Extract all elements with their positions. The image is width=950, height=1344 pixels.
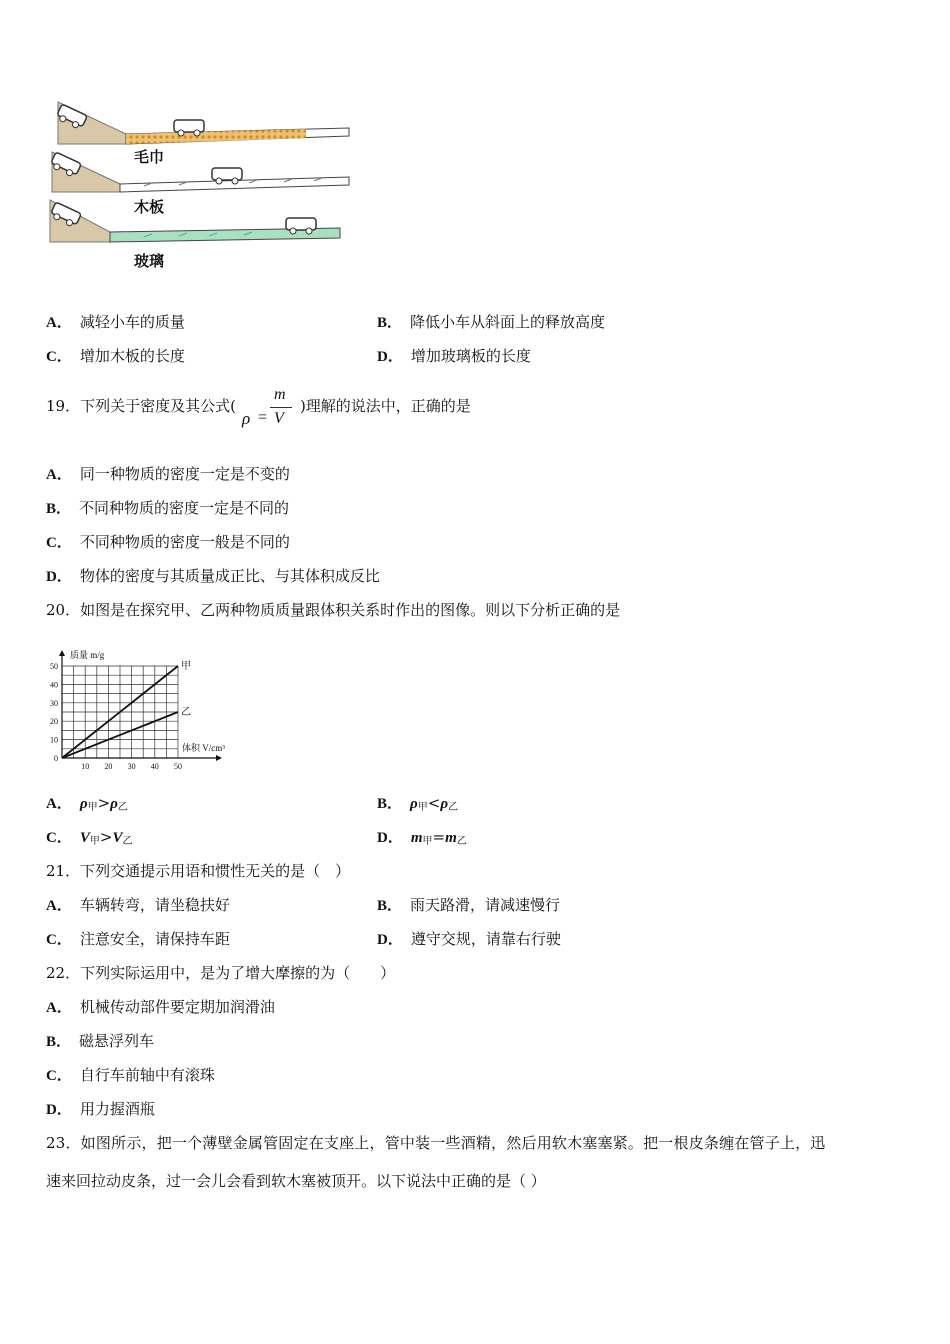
y-axis-arrow bbox=[59, 650, 65, 656]
q18-option-b[interactable]: B． 降低小车从斜面上的释放高度 bbox=[377, 313, 606, 331]
ramp-wood bbox=[49, 152, 349, 192]
x-tick-label: 30 bbox=[127, 762, 136, 771]
q21-option-a[interactable]: A． 车辆转弯，请坐稳扶好 bbox=[46, 896, 230, 914]
ramp-towel bbox=[55, 102, 349, 144]
q19-stem: 19．下列关于密度及其公式( ρ = m V )理解的说法中，正确的是 bbox=[46, 386, 471, 428]
series-label: 甲 bbox=[181, 661, 191, 672]
ramp-label-wood: 木板 bbox=[134, 198, 165, 216]
q19-option-a[interactable]: A． 同一种物质的密度一定是不变的 bbox=[46, 465, 290, 483]
q20-option-b[interactable]: B． $\rho_甲<\rho_乙$ bbox=[377, 794, 459, 813]
q22-option-b[interactable]: B． 磁悬浮列车 bbox=[46, 1032, 155, 1050]
q20-stem: 20．如图是在探究甲、乙两种物质质量跟体积关系时作出的图像。则以下分析正确的是 bbox=[46, 601, 621, 619]
x-tick-label: 20 bbox=[104, 762, 113, 771]
q23-stem-line2: 速来回拉动皮条，过一会儿会看到软木塞被顶开。以下说法中正确的是（ ） bbox=[46, 1172, 546, 1190]
q19-option-b[interactable]: B． 不同种物质的密度一定是不同的 bbox=[46, 499, 290, 517]
ramp-label-glass: 玻璃 bbox=[134, 252, 165, 270]
q22-option-a[interactable]: A． 机械传动部件要定期加润滑油 bbox=[46, 998, 275, 1016]
q22-option-d[interactable]: D． 用力握酒瓶 bbox=[46, 1100, 155, 1118]
ramp-figure bbox=[44, 92, 364, 272]
series-label: 乙 bbox=[181, 707, 191, 718]
q22-stem: 22．下列实际运用中，是为了增大摩擦的为（ ） bbox=[46, 964, 396, 982]
q21-option-d[interactable]: D． 遵守交规，请靠右行驶 bbox=[377, 930, 561, 948]
q18-option-d[interactable]: D． 增加玻璃板的长度 bbox=[377, 347, 531, 365]
q18-option-a[interactable]: A． 减轻小车的质量 bbox=[46, 313, 185, 331]
q20-option-a[interactable]: A． $\rho_甲>\rho_乙$ bbox=[46, 794, 128, 813]
q21-option-b[interactable]: B． 雨天路滑，请减速慢行 bbox=[377, 896, 561, 914]
q20-option-c[interactable]: C． $V_甲>V_乙$ bbox=[46, 828, 133, 847]
ramp-glass bbox=[49, 200, 340, 242]
q20-option-d[interactable]: D． $m_甲=m_乙$ bbox=[377, 828, 467, 847]
q22-option-c[interactable]: C． 自行车前轴中有滚珠 bbox=[46, 1066, 215, 1084]
ramp-figure-svg bbox=[44, 92, 364, 272]
ramp-label-towel: 毛巾 bbox=[134, 148, 165, 166]
mass-volume-chart bbox=[40, 640, 270, 774]
density-formula: ρ = m V bbox=[236, 387, 300, 427]
y-tick-label: 30 bbox=[50, 698, 58, 708]
x-axis-arrow bbox=[216, 755, 222, 761]
y-tick-label: 0 bbox=[54, 754, 58, 763]
x-axis-label: 体积 V/cm³ bbox=[182, 743, 225, 753]
q23-stem-line1: 23．如图所示，把一个薄壁金属管固定在支座上，管中装一些酒精，然后用软木塞塞紧。把一根皮条缠在管子上，迅 bbox=[46, 1134, 826, 1152]
y-axis-label: 质量 m/g bbox=[70, 650, 105, 660]
q18-option-c[interactable]: C． 增加木板的长度 bbox=[46, 347, 185, 365]
y-tick-label: 40 bbox=[50, 680, 58, 690]
q19-option-c[interactable]: C． 不同种物质的密度一般是不同的 bbox=[46, 533, 290, 551]
y-tick-label: 50 bbox=[50, 662, 58, 671]
x-tick-label: 40 bbox=[150, 762, 159, 771]
q19-option-d[interactable]: D． 物体的密度与其质量成正比、与其体积成反比 bbox=[46, 567, 380, 585]
x-tick-label: 50 bbox=[174, 762, 182, 771]
y-tick-label: 20 bbox=[50, 717, 58, 727]
q21-stem: 21．下列交通提示用语和惯性无关的是（ ） bbox=[46, 862, 351, 880]
y-tick-label: 10 bbox=[50, 735, 58, 745]
mass-volume-chart-svg bbox=[40, 640, 270, 774]
q21-option-c[interactable]: C． 注意安全，请保持车距 bbox=[46, 930, 230, 948]
x-tick-label: 10 bbox=[81, 762, 90, 771]
